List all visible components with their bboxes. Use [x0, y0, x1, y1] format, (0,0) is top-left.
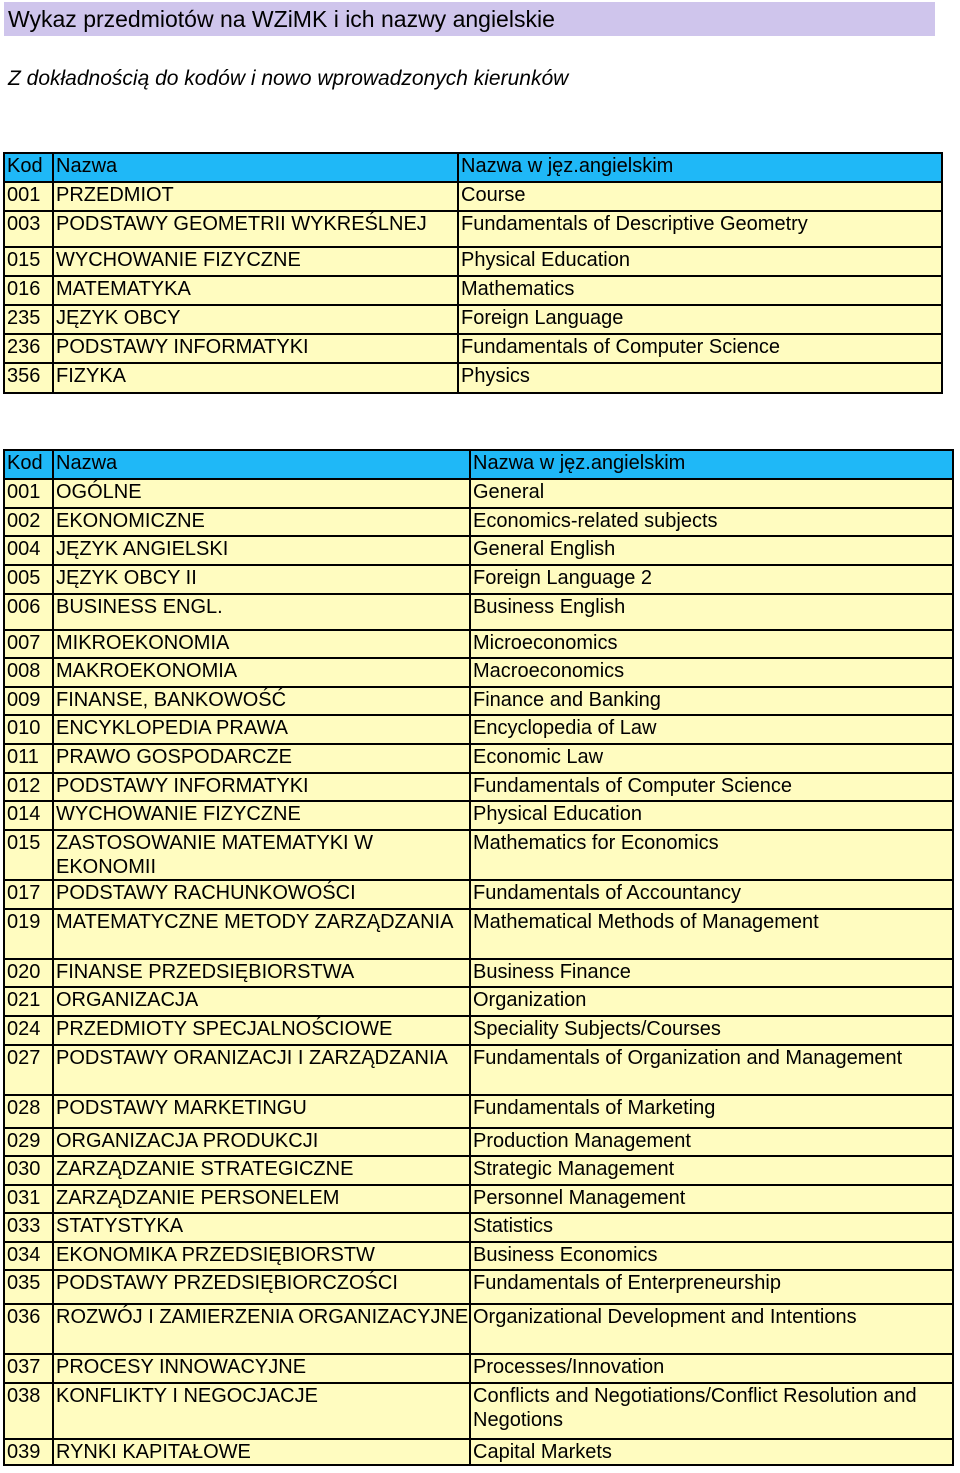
- table-row: [4, 744, 953, 773]
- table-row: [4, 363, 942, 393]
- english-name-cell: Foreign Language: [458, 305, 942, 334]
- code-cell: 030: [4, 1156, 53, 1185]
- english-name-cell: Macroeconomics: [470, 658, 953, 687]
- english-name-cell: Statistics: [470, 1213, 953, 1242]
- english-name-cell: Microeconomics: [470, 630, 953, 658]
- column-header: Kod: [4, 450, 53, 479]
- name-cell: ORGANIZACJA: [53, 987, 470, 1016]
- name-cell: BUSINESS ENGL.: [53, 594, 470, 630]
- name-cell: MATEMATYKA: [53, 276, 458, 305]
- english-name-cell: Production Management: [470, 1128, 953, 1156]
- english-name-cell: Fundamentals of Marketing: [470, 1095, 953, 1128]
- english-name-cell: Fundamentals of Computer Science: [470, 773, 953, 801]
- name-cell: RYNKI KAPITAŁOWE: [53, 1439, 470, 1465]
- name-cell: MIKROEKONOMIA: [53, 630, 470, 658]
- code-cell: 019: [4, 909, 53, 959]
- english-name-cell: Processes/Innovation: [470, 1354, 953, 1383]
- table-row: [4, 1213, 953, 1242]
- code-cell: 007: [4, 630, 53, 658]
- code-cell: 012: [4, 773, 53, 801]
- name-cell: ZASTOSOWANIE MATEMATYKI W EKONOMII: [53, 830, 470, 880]
- english-name-cell: Speciality Subjects/Courses: [470, 1016, 953, 1045]
- code-cell: 037: [4, 1354, 53, 1383]
- table-row: [4, 1185, 953, 1213]
- table-row: [4, 715, 953, 744]
- table-row: [4, 1270, 953, 1304]
- table-row: [4, 801, 953, 830]
- code-cell: 005: [4, 565, 53, 594]
- page-subtitle: Z dokładnością do kodów i nowo wprowadzonych kierunków: [8, 67, 569, 90]
- english-name-cell: Physical Education: [470, 801, 953, 830]
- table-row: [4, 880, 953, 909]
- name-cell: EKONOMIKA PRZEDSIĘBIORSTW: [53, 1242, 470, 1270]
- name-cell: PROCESY INNOWACYJNE: [53, 1354, 470, 1383]
- table-row: [4, 1045, 953, 1095]
- name-cell: OGÓLNE: [53, 479, 470, 508]
- name-cell: PRAWO GOSPODARCZE: [53, 744, 470, 773]
- name-cell: ENCYKLOPEDIA PRAWA: [53, 715, 470, 744]
- code-cell: 038: [4, 1383, 53, 1439]
- name-cell: FINANSE, BANKOWOŚĆ: [53, 687, 470, 715]
- name-cell: PODSTAWY RACHUNKOWOŚCI: [53, 880, 470, 909]
- code-cell: 008: [4, 658, 53, 687]
- table-row: [4, 1354, 953, 1383]
- name-cell: WYCHOWANIE FIZYCZNE: [53, 801, 470, 830]
- table-header-row: [4, 450, 953, 479]
- english-name-cell: Mathematics for Economics: [470, 830, 953, 880]
- english-name-cell: Economics-related subjects: [470, 508, 953, 536]
- english-name-cell: Business English: [470, 594, 953, 630]
- column-header: Nazwa w jęz.angielskim: [470, 450, 953, 479]
- name-cell: STATYSTYKA: [53, 1213, 470, 1242]
- code-cell: 011: [4, 744, 53, 773]
- name-cell: MAKROEKONOMIA: [53, 658, 470, 687]
- name-cell: ZARZĄDZANIE STRATEGICZNE: [53, 1156, 470, 1185]
- english-name-cell: Finance and Banking: [470, 687, 953, 715]
- code-cell: 236: [4, 334, 53, 363]
- table-row: [4, 594, 953, 630]
- column-header: Kod: [4, 153, 53, 182]
- english-name-cell: General English: [470, 536, 953, 565]
- name-cell: PRZEDMIOTY SPECJALNOŚCIOWE: [53, 1016, 470, 1045]
- code-cell: 029: [4, 1128, 53, 1156]
- code-cell: 015: [4, 247, 53, 276]
- english-name-cell: Course: [458, 182, 942, 211]
- table-row: [4, 773, 953, 801]
- code-cell: 002: [4, 508, 53, 536]
- table-row: [4, 508, 953, 536]
- code-cell: 033: [4, 1213, 53, 1242]
- english-name-cell: Capital Markets: [470, 1439, 953, 1465]
- english-name-cell: Mathematics: [458, 276, 942, 305]
- english-name-cell: Foreign Language 2: [470, 565, 953, 594]
- code-cell: 003: [4, 211, 53, 247]
- english-name-cell: Fundamentals of Enterpreneurship: [470, 1270, 953, 1304]
- english-name-cell: Fundamentals of Organization and Management: [470, 1045, 953, 1095]
- english-name-cell: Fundamentals of Accountancy: [470, 880, 953, 909]
- code-cell: 036: [4, 1304, 53, 1354]
- column-header: Nazwa: [53, 450, 470, 479]
- code-cell: 021: [4, 987, 53, 1016]
- name-cell: FINANSE PRZEDSIĘBIORSTWA: [53, 959, 470, 987]
- name-cell: ZARZĄDZANIE PERSONELEM: [53, 1185, 470, 1213]
- table-header-row: [4, 153, 942, 182]
- table-row: [4, 565, 953, 594]
- table-row: [4, 1156, 953, 1185]
- code-cell: 010: [4, 715, 53, 744]
- table-row: [4, 247, 942, 276]
- column-header: Nazwa w jęz.angielskim: [458, 153, 942, 182]
- english-name-cell: Fundamentals of Descriptive Geometry: [458, 211, 942, 247]
- code-cell: 016: [4, 276, 53, 305]
- table-row: [4, 987, 953, 1016]
- table-row: [4, 182, 942, 211]
- english-name-cell: Business Economics: [470, 1242, 953, 1270]
- english-name-cell: General: [470, 479, 953, 508]
- table-row: [4, 959, 953, 987]
- code-cell: 027: [4, 1045, 53, 1095]
- name-cell: FIZYKA: [53, 363, 458, 393]
- english-name-cell: Mathematical Methods of Management: [470, 909, 953, 959]
- code-cell: 006: [4, 594, 53, 630]
- code-cell: 001: [4, 479, 53, 508]
- english-name-cell: Physical Education: [458, 247, 942, 276]
- name-cell: PODSTAWY MARKETINGU: [53, 1095, 470, 1128]
- code-cell: 024: [4, 1016, 53, 1045]
- english-name-cell: Business Finance: [470, 959, 953, 987]
- table-row: [4, 1383, 953, 1439]
- table-row: [4, 536, 953, 565]
- table-row: [4, 658, 953, 687]
- table-row: [4, 830, 953, 880]
- name-cell: ROZWÓJ I ZAMIERZENIA ORGANIZACYJNE: [53, 1304, 470, 1354]
- subjects-table-2: [3, 449, 954, 1466]
- table-row: [4, 305, 942, 334]
- code-cell: 014: [4, 801, 53, 830]
- name-cell: EKONOMICZNE: [53, 508, 470, 536]
- name-cell: PODSTAWY GEOMETRII WYKREŚLNEJ: [53, 211, 458, 247]
- english-name-cell: Personnel Management: [470, 1185, 953, 1213]
- code-cell: 028: [4, 1095, 53, 1128]
- name-cell: PRZEDMIOT: [53, 182, 458, 211]
- name-cell: JĘZYK ANGIELSKI: [53, 536, 470, 565]
- english-name-cell: Conflicts and Negotiations/Conflict Resolution and Negotions: [470, 1383, 953, 1439]
- name-cell: PODSTAWY INFORMATYKI: [53, 773, 470, 801]
- name-cell: ORGANIZACJA PRODUKCJI: [53, 1128, 470, 1156]
- table-row: [4, 1439, 953, 1465]
- english-name-cell: Physics: [458, 363, 942, 393]
- table-row: [4, 334, 942, 363]
- code-cell: 034: [4, 1242, 53, 1270]
- english-name-cell: Encyclopedia of Law: [470, 715, 953, 744]
- name-cell: JĘZYK OBCY: [53, 305, 458, 334]
- name-cell: WYCHOWANIE FIZYCZNE: [53, 247, 458, 276]
- code-cell: 015: [4, 830, 53, 880]
- name-cell: PODSTAWY ORANIZACJI I ZARZĄDZANIA: [53, 1045, 470, 1095]
- english-name-cell: Fundamentals of Computer Science: [458, 334, 942, 363]
- code-cell: 039: [4, 1439, 53, 1465]
- code-cell: 235: [4, 305, 53, 334]
- name-cell: JĘZYK OBCY II: [53, 565, 470, 594]
- english-name-cell: Organization: [470, 987, 953, 1016]
- english-name-cell: Strategic Management: [470, 1156, 953, 1185]
- name-cell: KONFLIKTY I NEGOCJACJE: [53, 1383, 470, 1439]
- code-cell: 356: [4, 363, 53, 393]
- table-row: [4, 211, 942, 247]
- code-cell: 009: [4, 687, 53, 715]
- table-row: [4, 1016, 953, 1045]
- subjects-table-1: [3, 152, 943, 394]
- page-title: Wykaz przedmiotów na WZiMK i ich nazwy angielskie: [8, 6, 555, 32]
- english-name-cell: Organizational Development and Intentions: [470, 1304, 953, 1354]
- table-row: [4, 1242, 953, 1270]
- code-cell: 035: [4, 1270, 53, 1304]
- table-row: [4, 1128, 953, 1156]
- name-cell: MATEMATYCZNE METODY ZARZĄDZANIA: [53, 909, 470, 959]
- name-cell: PODSTAWY PRZEDSIĘBIORCZOŚCI: [53, 1270, 470, 1304]
- table-row: [4, 276, 942, 305]
- code-cell: 017: [4, 880, 53, 909]
- table-row: [4, 909, 953, 959]
- code-cell: 031: [4, 1185, 53, 1213]
- table-row: [4, 687, 953, 715]
- code-cell: 001: [4, 182, 53, 211]
- table-row: [4, 479, 953, 508]
- name-cell: PODSTAWY INFORMATYKI: [53, 334, 458, 363]
- table-row: [4, 1304, 953, 1354]
- table-row: [4, 1095, 953, 1128]
- code-cell: 004: [4, 536, 53, 565]
- table-row: [4, 630, 953, 658]
- column-header: Nazwa: [53, 153, 458, 182]
- english-name-cell: Economic Law: [470, 744, 953, 773]
- code-cell: 020: [4, 959, 53, 987]
